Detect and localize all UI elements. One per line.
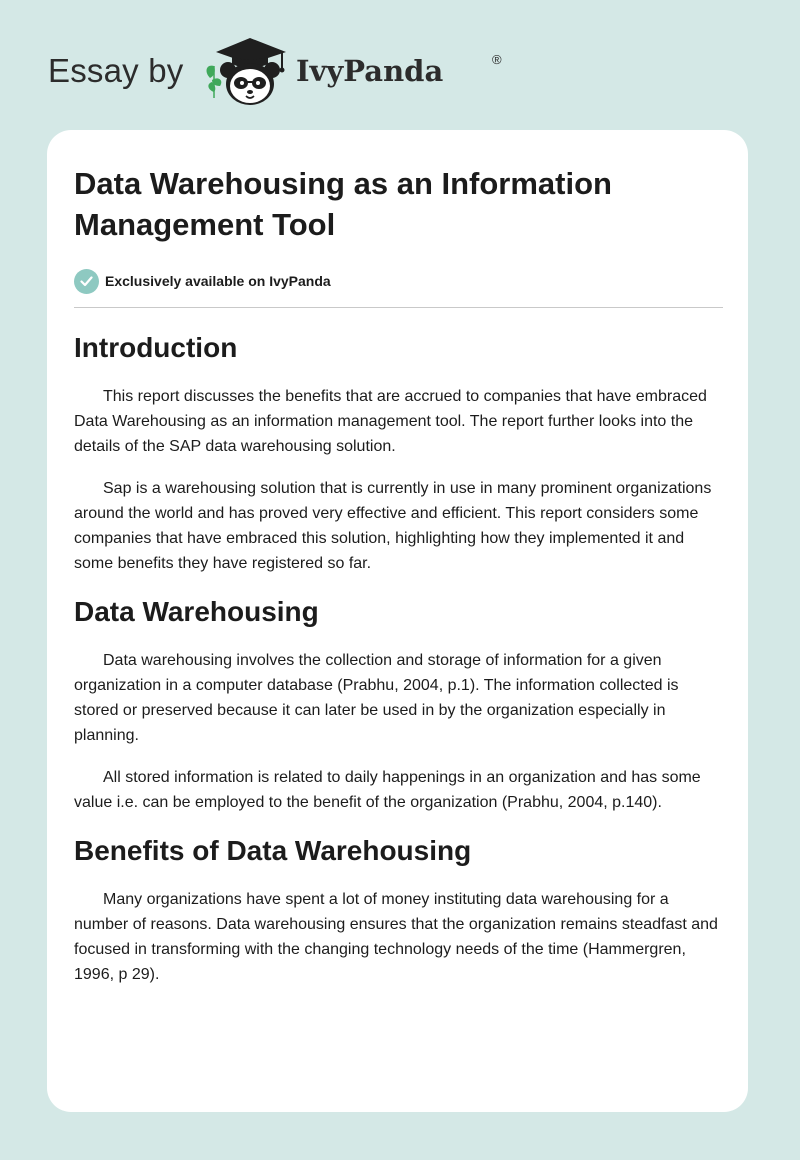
essay-card — [47, 130, 748, 1112]
brand-name[interactable]: IvyPanda — [296, 54, 444, 88]
registered-mark: ® — [492, 52, 502, 67]
section-heading-data-warehousing: Data Warehousing — [74, 596, 319, 627]
section-heading-benefits: Benefits of Data Warehousing — [74, 835, 472, 866]
brand-prefix: Essay by — [48, 52, 184, 89]
paragraph: All stored information is related to daily happenings in an organization and has some value i.e. can be employed to the benefit of the organization (Prabhu, 2004, p.140). — [74, 769, 701, 811]
page-title: Data Warehousing as an Information Management Tool — [74, 166, 612, 242]
essay-content — [74, 163, 723, 987]
exclusive-badge — [74, 267, 723, 295]
paragraph: Data warehousing involves the collection and storage of information for a given organization in a computer database (Prabhu, 2004, p.1). The information collected is stored or preserved because it can later be used in by the organization especially in planning. — [74, 652, 679, 744]
check-circle-icon — [74, 269, 99, 294]
divider — [74, 307, 723, 308]
paragraph: Sap is a warehousing solution that is currently in use in many prominent organizations around the world and has proved very effective and efficient. This report considers some companies that have embraced this solution, highlighting how they implemented it and some benefits they have registered so far. — [74, 480, 712, 572]
paragraph: This report discusses the benefits that are accrued to companies that have embraced Data Warehousing as an information management tool. The report further looks into the details of the SAP data warehousing solution. — [74, 388, 707, 455]
section-heading-introduction: Introduction — [74, 332, 238, 363]
brand-header — [48, 34, 502, 108]
panda-logo-icon[interactable] — [202, 34, 294, 108]
badge-text: Exclusively available on IvyPanda — [105, 273, 331, 289]
ivy-leaf-icon — [207, 66, 222, 98]
paragraph: Many organizations have spent a lot of money instituting data warehousing for a number of reasons. Data warehousing ensures that the organization remains steadfast and focused in transforming with the changing technology needs of the time (Hammergren, 1996, p 29). — [74, 891, 718, 983]
